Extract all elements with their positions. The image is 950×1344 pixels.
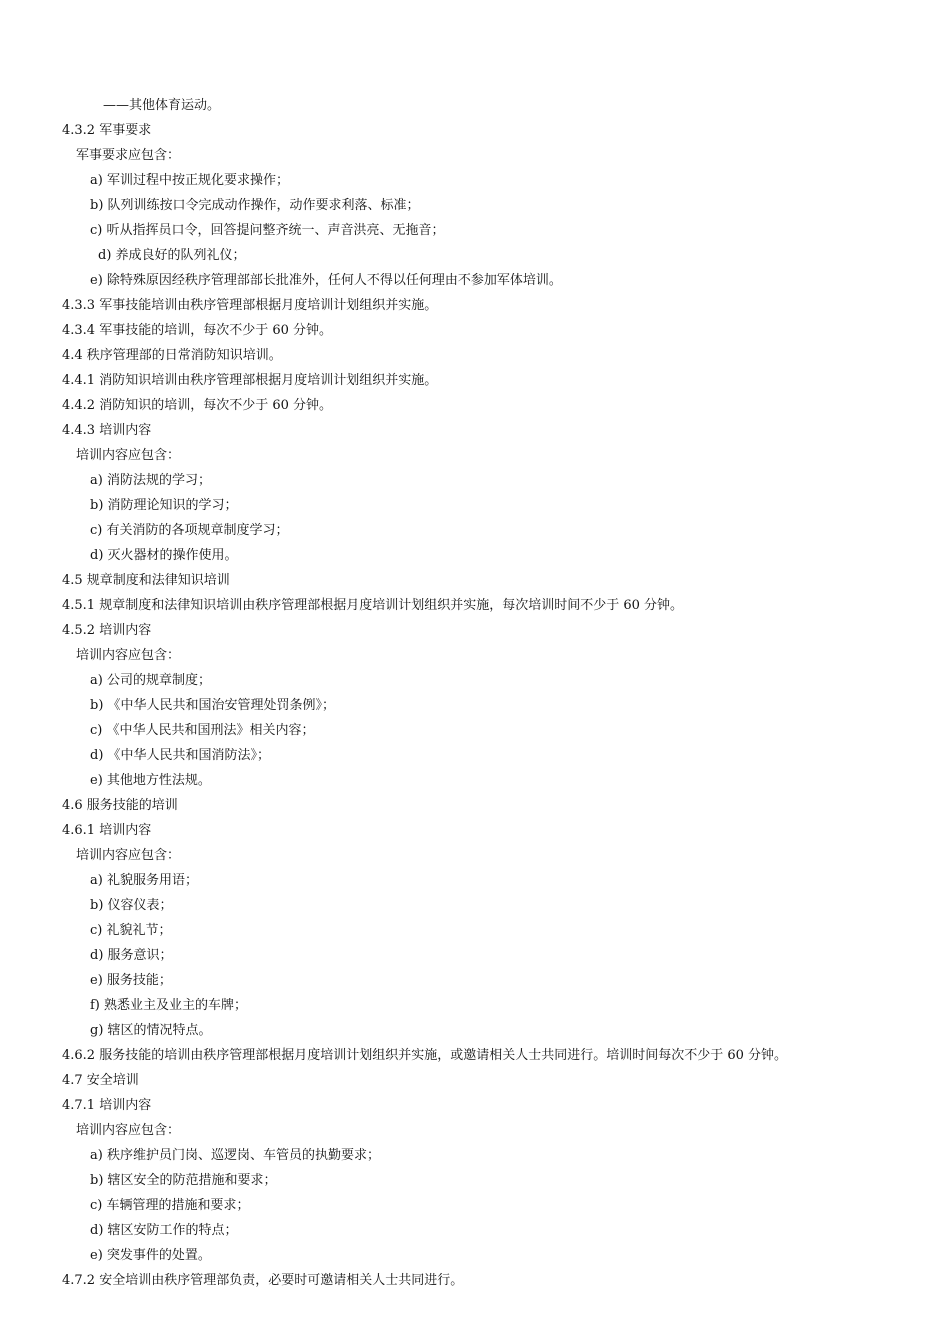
section-heading: 4.5 规章制度和法律知识培训 — [62, 573, 230, 588]
list-item: c) 听从指挥员口令，回答提问整齐统一、声音洪亮、无拖音； — [90, 223, 445, 238]
paragraph: 培训内容应包含： — [76, 648, 181, 663]
list-item: b) 队列训练按口令完成动作操作，动作要求利落、标准； — [90, 198, 420, 213]
list-item: b) 仪容仪表； — [90, 898, 173, 913]
paragraph: 培训内容应包含： — [76, 848, 181, 863]
section-heading: 4.6 服务技能的培训 — [62, 798, 178, 813]
section-heading: 4.5.1 规章制度和法律知识培训由秩序管理部根据月度培训计划组织并实施，每次培训时间不少于 60 分钟。 — [62, 598, 684, 613]
paragraph: 培训内容应包含： — [76, 1123, 181, 1138]
list-item: d) 《中华人民共和国消防法》； — [90, 748, 271, 763]
list-item: ——其他体育运动。 — [103, 98, 221, 113]
section-heading: 4.4.3 培训内容 — [62, 423, 152, 438]
section-heading: 4.7.1 培训内容 — [62, 1098, 152, 1113]
list-item: c) 车辆管理的措施和要求； — [90, 1198, 250, 1213]
section-heading: 4.5.2 培训内容 — [62, 623, 152, 638]
section-heading: 4.4.1 消防知识培训由秩序管理部根据月度培训计划组织并实施。 — [62, 373, 438, 388]
list-item: e) 其他地方性法规。 — [90, 773, 211, 788]
list-item: a) 军训过程中按正规化要求操作； — [90, 173, 289, 188]
list-item: b) 《中华人民共和国治安管理处罚条例》； — [90, 698, 336, 713]
list-item: a) 秩序维护员门岗、巡逻岗、车管员的执勤要求； — [90, 1148, 380, 1163]
list-item: a) 消防法规的学习； — [90, 473, 211, 488]
list-item: a) 礼貌服务用语； — [90, 873, 198, 888]
section-heading: 4.7 安全培训 — [62, 1073, 139, 1088]
list-item: b) 辖区安全的防范措施和要求； — [90, 1173, 277, 1188]
section-heading: 4.7.2 安全培训由秩序管理部负责，必要时可邀请相关人士共同进行。 — [62, 1273, 464, 1288]
list-item: d) 辖区安防工作的特点； — [90, 1223, 238, 1238]
list-item: c) 礼貌礼节； — [90, 923, 172, 938]
list-item: b) 消防理论知识的学习； — [90, 498, 238, 513]
list-item: a) 公司的规章制度； — [90, 673, 211, 688]
list-item: f) 熟悉业主及业主的车牌； — [90, 998, 248, 1013]
section-heading: 4.6.2 服务技能的培训由秩序管理部根据月度培训计划组织并实施，或邀请相关人士共同进行。培训时间每次不少于 60 分钟。 — [62, 1048, 788, 1063]
list-item: e) 突发事件的处置。 — [90, 1248, 211, 1263]
list-item: c) 《中华人民共和国刑法》相关内容； — [90, 723, 315, 738]
list-item: e) 服务技能； — [90, 973, 172, 988]
section-heading: 4.4.2 消防知识的培训，每次不少于 60 分钟。 — [62, 398, 333, 413]
list-item: e) 除特殊原因经秩序管理部部长批准外，任何人不得以任何理由不参加军体培训。 — [90, 273, 562, 288]
list-item: d) 养成良好的队列礼仪； — [98, 248, 246, 263]
paragraph: 培训内容应包含： — [76, 448, 181, 463]
section-heading: 4.6.1 培训内容 — [62, 823, 152, 838]
section-heading: 4.4 秩序管理部的日常消防知识培训。 — [62, 348, 282, 363]
list-item: g) 辖区的情况特点。 — [90, 1023, 212, 1038]
section-heading: 4.3.4 军事技能的培训，每次不少于 60 分钟。 — [62, 323, 333, 338]
list-item: d) 服务意识； — [90, 948, 173, 963]
list-item: d) 灭火器材的操作使用。 — [90, 548, 238, 563]
section-heading: 4.3.2 军事要求 — [62, 123, 152, 138]
list-item: c) 有关消防的各项规章制度学习； — [90, 523, 289, 538]
section-heading: 4.3.3 军事技能培训由秩序管理部根据月度培训计划组织并实施。 — [62, 298, 438, 313]
paragraph: 军事要求应包含： — [76, 148, 181, 163]
